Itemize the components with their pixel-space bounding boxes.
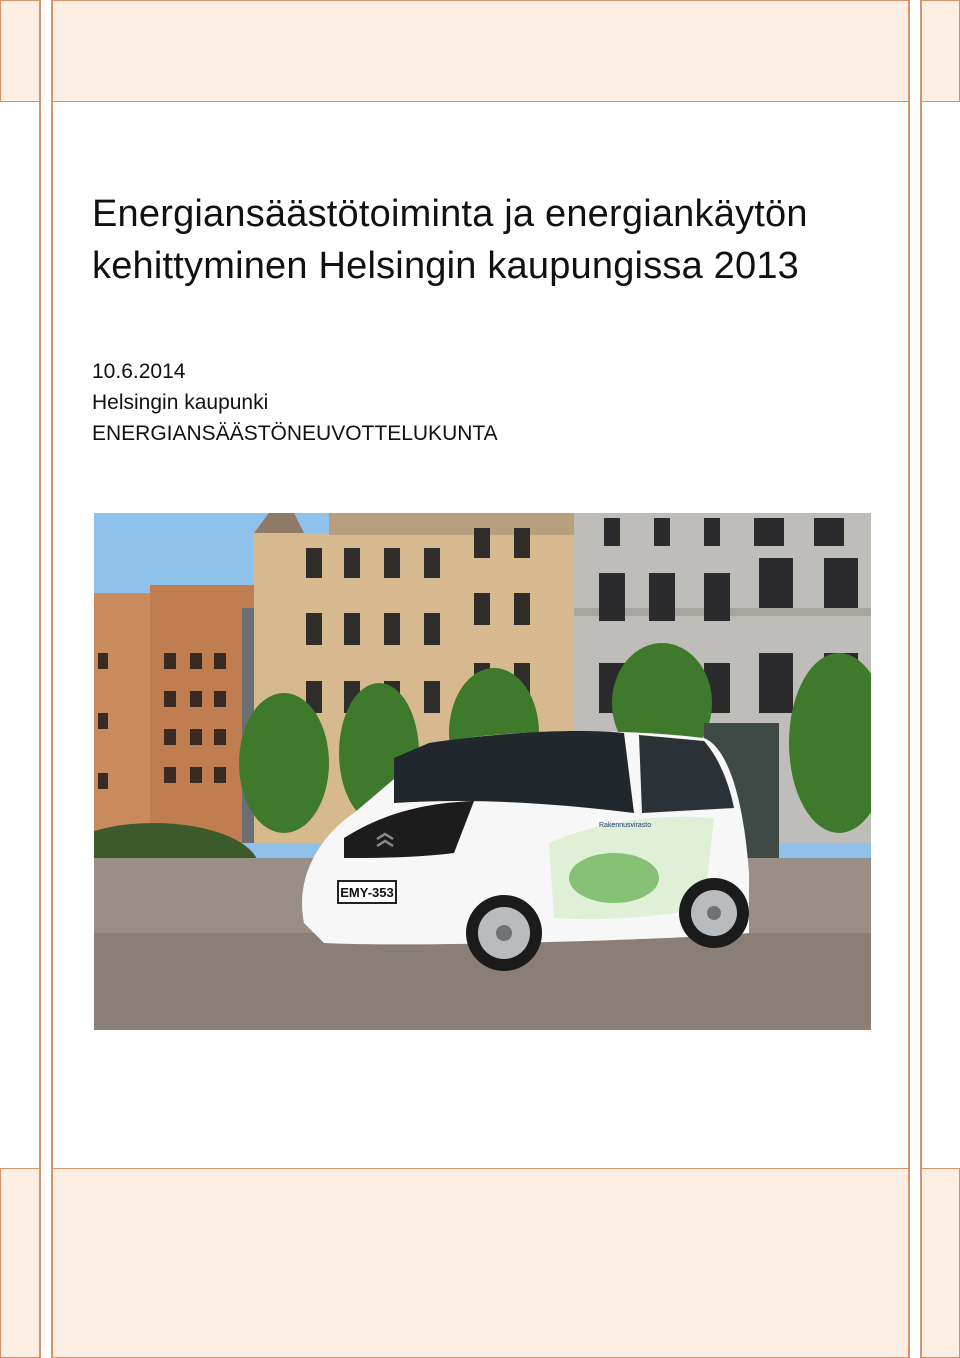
- frame-top-right: [920, 0, 960, 102]
- organization-name: Helsingin kaupunki: [92, 391, 269, 414]
- frame-bottom-left: [0, 1168, 40, 1358]
- frame-bottom-center: [51, 1168, 909, 1358]
- title-line-1: Energiansäästötoiminta ja energiankäytön: [92, 193, 808, 235]
- title-line-2: kehittyminen Helsingin kaupungissa 2013: [92, 245, 800, 287]
- car-side-logo: Rakennusvirasto: [599, 822, 652, 829]
- frame-top-left: [0, 0, 40, 102]
- document-title: [92, 188, 912, 292]
- frame-line-left-inner: [51, 0, 53, 1358]
- cover-photo-illustration: [94, 513, 871, 1030]
- license-plate: EMY-353: [340, 885, 394, 900]
- frame-line-left-outer: [39, 0, 41, 1358]
- document-meta: [92, 356, 498, 449]
- unit-name: ENERGIANSÄÄSTÖNEUVOTTELUKUNTA: [92, 422, 498, 445]
- frame-bottom-right: [920, 1168, 960, 1358]
- document-date: 10.6.2014: [92, 360, 186, 383]
- cover-photo: [94, 513, 871, 1030]
- left-building: [94, 585, 262, 843]
- frame-top-center: [51, 0, 909, 102]
- frame-line-right-outer: [920, 0, 922, 1358]
